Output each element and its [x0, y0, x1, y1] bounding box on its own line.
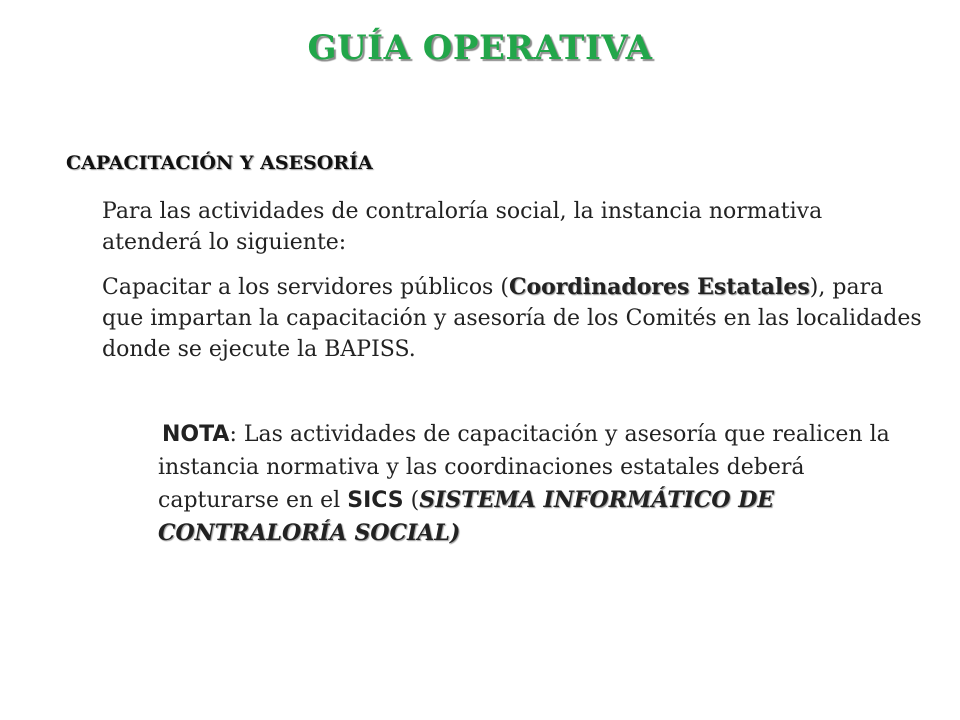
- training-text-before: Capacitar a los servidores públicos (: [102, 275, 509, 300]
- training-paragraph: [102, 272, 922, 365]
- note-paren-open: (: [403, 488, 420, 513]
- coordinators-emphasis: Coordinadores Estatales: [508, 274, 810, 300]
- section-heading: CAPACITACIÓN Y ASESORÍA: [66, 152, 373, 174]
- training-text-after: ), para que impartan la capacitación y asesoría de los Comités en las localidades donde se ejecute la BAPISS.: [102, 275, 922, 362]
- page-title: GUÍA OPERATIVA: [307, 28, 653, 68]
- note-label: NOTA: [162, 422, 230, 447]
- note-label-separator: :: [229, 422, 244, 447]
- note-text: Las actividades de capacitación y asesoría que realicen la instancia normativa y las coordinaciones estatales deberá capturarse en el: [158, 422, 890, 513]
- sics-acronym: SICS: [347, 488, 404, 513]
- sics-full-name: SISTEMA INFORMÁTICO DE CONTRALORÍA SOCIAL): [158, 487, 775, 546]
- intro-paragraph: Para las actividades de contraloría social, la instancia normativa atenderá lo siguiente:: [102, 199, 823, 255]
- note-block: [158, 418, 898, 550]
